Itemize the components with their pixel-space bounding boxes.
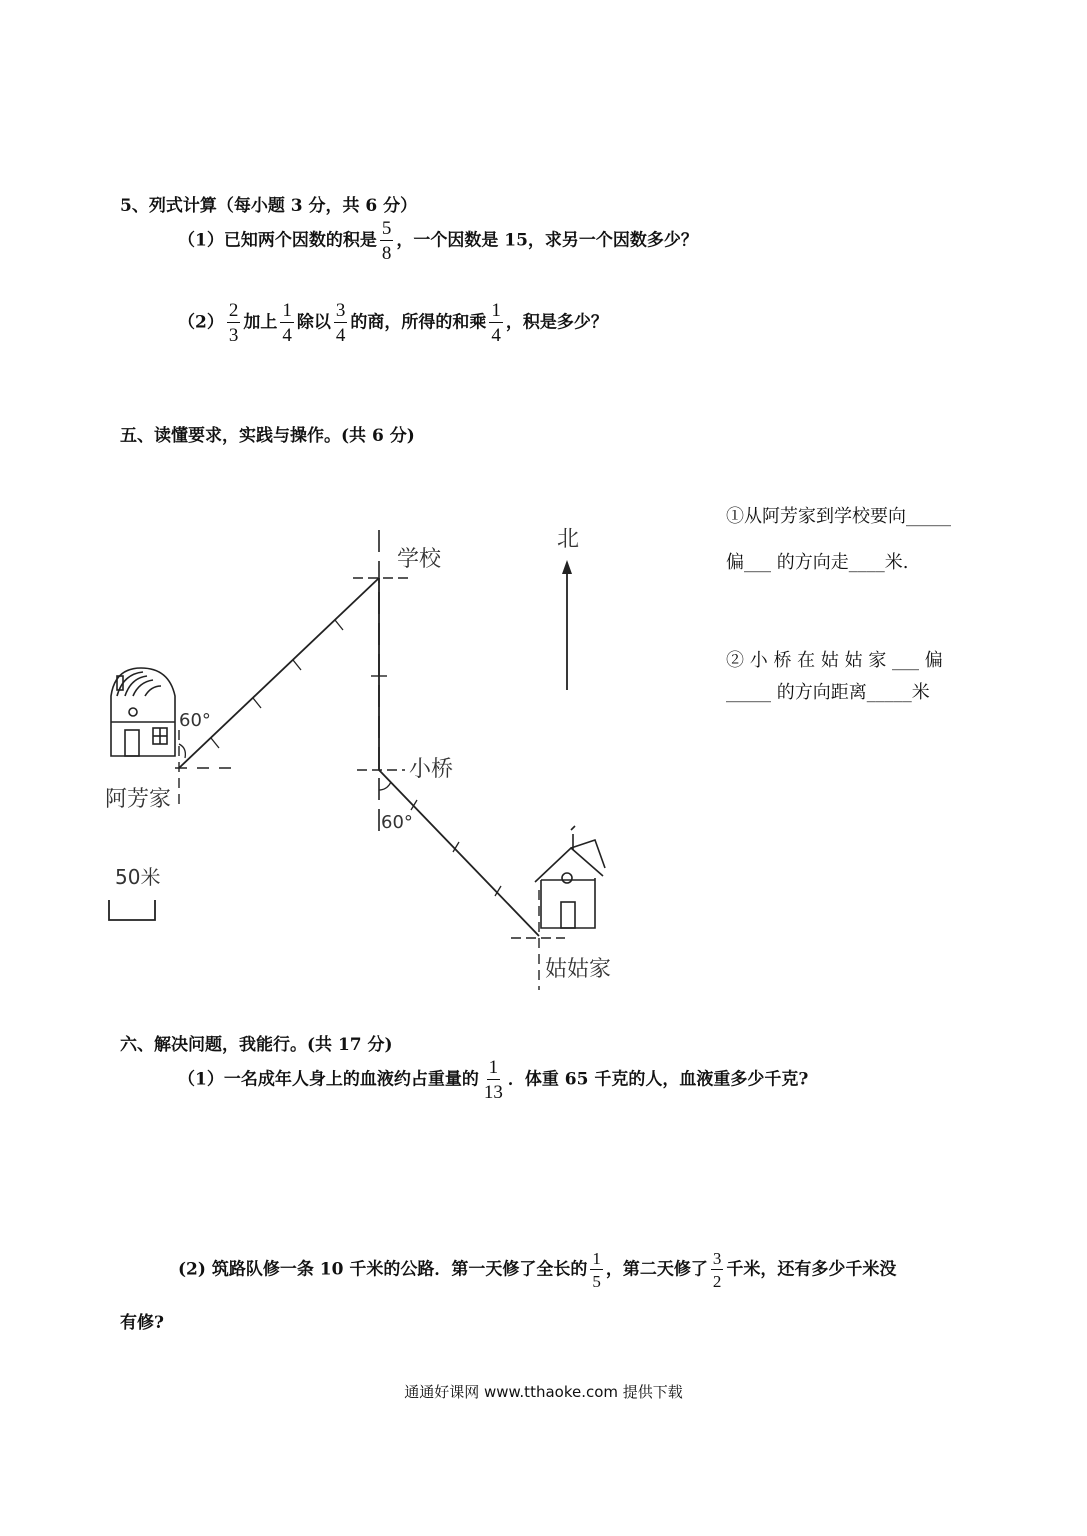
side-question-1-line-2: 偏___ 的方向走____米. [726,552,909,573]
aunt-home-label: 姑姑家 [545,957,612,982]
fraction-denominator: 4 [491,325,501,346]
question-5-1-suffix: ，一个因数是 15，求另一个因数多少？ [396,230,698,251]
fraction-denominator: 2 [712,1272,722,1291]
question-5-2-text-4: ，积是多少？ [505,312,608,333]
school-label: 学校 [397,547,442,572]
section-six-title: 六、解决问题，我能行。(共 17 分) [120,1035,393,1055]
fraction-3-2 [711,1250,724,1290]
fraction-denominator: 4 [335,325,346,346]
aunt-house-icon [535,826,605,928]
afang-home-label: 阿芳家 [105,787,172,812]
fraction-numerator: 1 [282,300,292,321]
question-6-1-prefix: （1）一名成年人身上的血液约占重量的 [178,1069,479,1090]
tick-mark [335,620,343,630]
question-6-1 [178,1058,808,1102]
question-6-2-text-2: 千米，还有多少千米没 [726,1259,897,1280]
fraction-denominator: 5 [592,1272,601,1291]
fraction-numerator: 1 [592,1249,601,1268]
fraction-denominator: 4 [282,325,292,346]
fraction-denominator: 3 [228,325,239,346]
fraction-2-3 [227,301,241,345]
fraction-1-13 [482,1058,505,1102]
angle-left-label: 60° [179,710,211,731]
afang-house-icon [111,668,175,756]
angle-arc-left [179,744,185,758]
page-footer: 通通好课网 www.tthaoke.com 提供下载 [404,1383,683,1401]
scale-bar [109,900,155,920]
question-5-2-text-1: 加上 [243,312,278,333]
bridge-to-aunt-line [379,770,539,936]
side-question-1-line-1: ①从阿芳家到学校要向_____ [726,506,951,527]
question-5-2-text-3: 的商，所得的和乘 [350,312,487,333]
question-5-2-text-2: 除以 [296,312,331,333]
question-5-2 [178,301,608,345]
question-6-2-prefix: (2) 筑路队修一条 10 千米的公路．第一天修了全长的 [178,1259,588,1280]
question-6-2-line-2: 有修? [120,1313,164,1333]
fraction-numerator: 1 [488,1057,499,1078]
scale-label: 50米 [115,865,161,889]
question-6-1-suffix: ．体重 65 千克的人，血液重多少千克? [507,1069,809,1090]
question-6-2-text-1: ，第二天修了 [605,1259,708,1280]
fraction-1-5 [590,1250,603,1290]
section-five-title: 五、读懂要求，实践与操作。(共 6 分) [120,426,415,446]
side-question-2-line-1: ② 小 桥 在 姑 姑 家 ___ 偏 [726,650,943,671]
question-5-1-prefix: （1）已知两个因数的积是 [178,230,377,251]
north-label: 北 [557,527,580,552]
tick-mark [253,698,261,708]
tick-mark [211,738,219,748]
fraction-5-8 [380,219,394,263]
fraction-denominator: 8 [381,243,392,264]
fraction-denominator: 13 [483,1082,503,1103]
fraction-3-4 [334,301,348,345]
tick-mark [293,660,301,670]
bridge-label: 小桥 [409,757,454,782]
question-6-2 [178,1250,896,1290]
angle-bridge-label: 60° [381,812,413,833]
north-arrow-icon [562,560,572,574]
fraction-numerator: 1 [491,300,501,321]
fraction-1-4-a [280,301,294,345]
afang-to-school-line [179,578,379,768]
angle-arc-bridge [379,782,391,790]
section-5-title: 5、列式计算（每小题 3 分，共 6 分） [120,196,418,216]
question-5-1 [178,219,698,263]
fraction-numerator: 3 [712,1249,722,1268]
fraction-numerator: 5 [381,218,392,239]
fraction-1-4-b [489,301,503,345]
side-question-2-line-2: _____ 的方向距离_____米 [726,682,930,703]
direction-map-diagram [95,500,725,1010]
fraction-numerator: 3 [335,300,346,321]
fraction-numerator: 2 [228,300,239,321]
question-5-2-prefix: （2） [178,312,224,333]
